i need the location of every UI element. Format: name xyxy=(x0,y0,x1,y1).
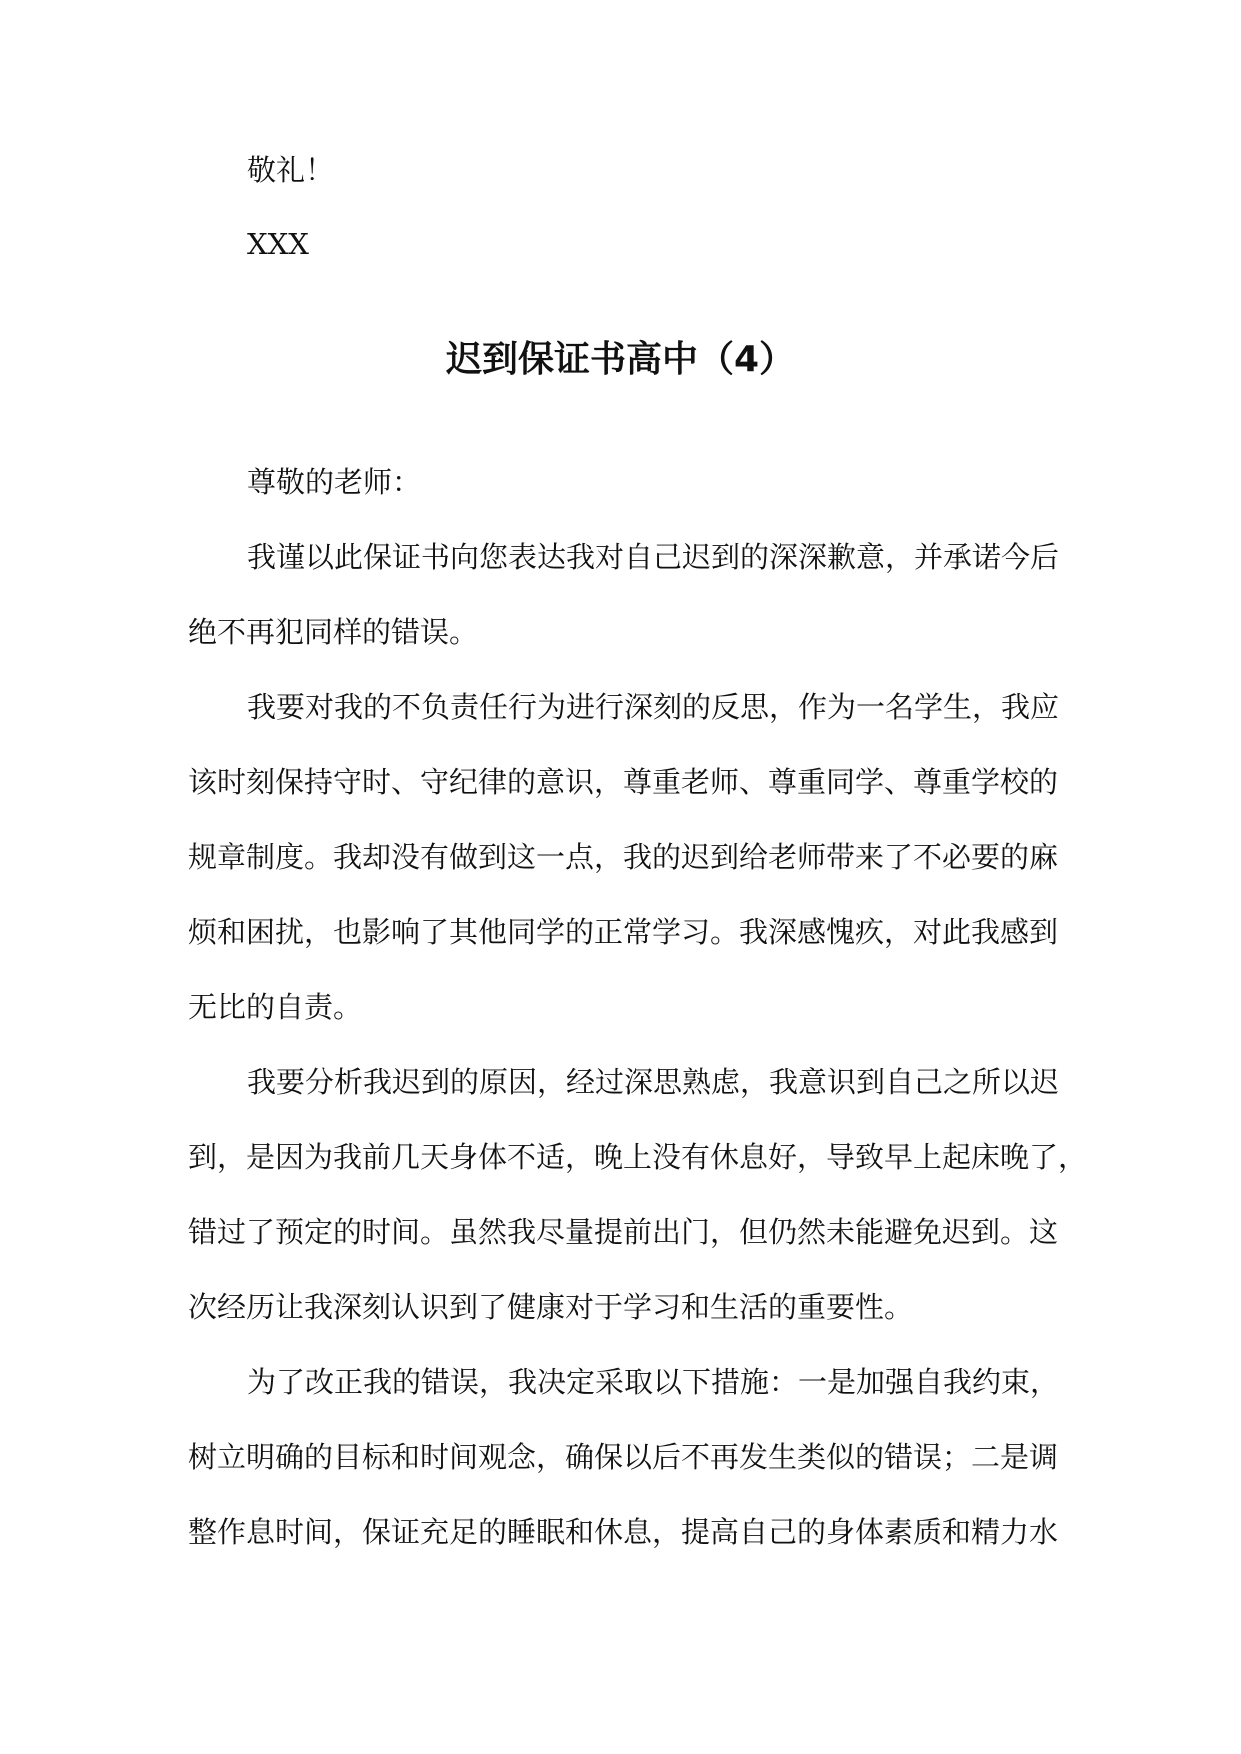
paragraph-3-line-3: 错过了预定的时间。虽然我尽量提前出门，但仍然未能避免迟到。这 xyxy=(188,1215,1059,1249)
paragraph-2-line-1: 我要对我的不负责任行为进行深刻的反思，作为一名学生，我应 xyxy=(247,690,1060,724)
paragraph-2-line-3: 规章制度。我却没有做到这一点，我的迟到给老师带来了不必要的麻 xyxy=(188,840,1059,874)
paragraph-4-line-2: 树立明确的目标和时间观念，确保以后不再发生类似的错误；二是调 xyxy=(188,1440,1059,1474)
paragraph-2-line-5: 无比的自责。 xyxy=(188,990,363,1024)
closing-signature: XXX xyxy=(247,227,309,261)
paragraph-3-line-4: 次经历让我深刻认识到了健康对于学习和生活的重要性。 xyxy=(188,1290,914,1324)
closing-salute: 敬礼！ xyxy=(247,153,335,187)
paragraph-4-line-1: 为了改正我的错误，我决定采取以下措施：一是加强自我约束， xyxy=(247,1365,1060,1399)
paragraph-4-line-3: 整作息时间，保证充足的睡眠和休息，提高自己的身体素质和精力水 xyxy=(188,1515,1059,1549)
paragraph-3-line-1: 我要分析我迟到的原因，经过深思熟虑，我意识到自己之所以迟 xyxy=(247,1065,1060,1099)
paragraph-1-line-1: 我谨以此保证书向您表达我对自己迟到的深深歉意，并承诺今后 xyxy=(247,540,1060,574)
paragraph-2-line-4: 烦和困扰，也影响了其他同学的正常学习。我深感愧疚，对此我感到 xyxy=(188,915,1059,949)
paragraph-2-line-2: 该时刻保持守时、守纪律的意识，尊重老师、尊重同学、尊重学校的 xyxy=(188,765,1059,799)
greeting: 尊敬的老师： xyxy=(247,465,422,499)
paragraph-1-line-2: 绝不再犯同样的错误。 xyxy=(188,615,479,649)
document-title: 迟到保证书高中（4） xyxy=(445,339,796,380)
paragraph-3-line-2: 到，是因为我前几天身体不适，晚上没有休息好，导致早上起床晚了， xyxy=(188,1140,1088,1174)
